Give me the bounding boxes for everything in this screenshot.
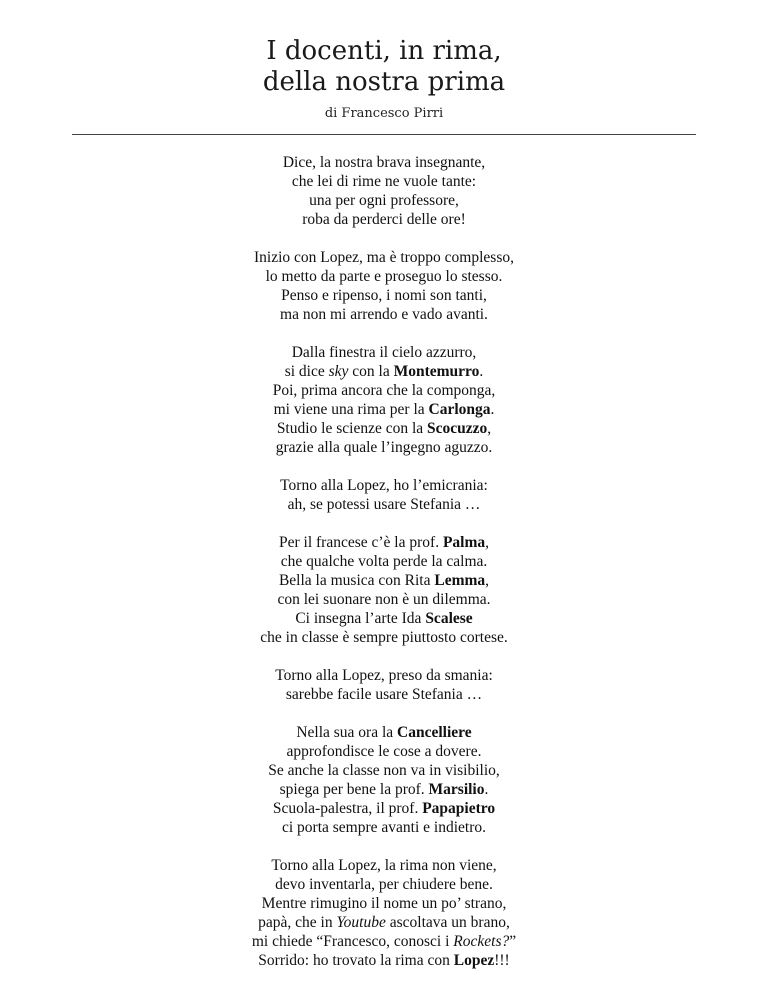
title-line: della nostra prima bbox=[262, 67, 506, 97]
teacher-name: Papapietro bbox=[422, 800, 496, 817]
poem-line: Dice, la nostra brava insegnante, bbox=[282, 154, 486, 171]
teacher-name: Carlonga bbox=[428, 401, 491, 418]
text-run: , bbox=[487, 420, 492, 437]
text-run: Nella sua ora la bbox=[296, 724, 398, 741]
stanza-7 bbox=[0, 723, 768, 837]
poem-line bbox=[0, 723, 768, 742]
poem-line bbox=[0, 932, 768, 951]
text-run: Ci insegna l’arte Ida bbox=[295, 610, 426, 627]
poem-line: ma non mi arrendo e vado avanti. bbox=[280, 306, 488, 323]
text-run: ” bbox=[509, 933, 517, 950]
poem-line: Dalla finestra il cielo azzurro, bbox=[291, 344, 477, 361]
poem-line: Penso e ripenso, i nomi son tanti, bbox=[281, 287, 487, 304]
poem-line bbox=[0, 951, 768, 970]
teacher-name: Lopez bbox=[453, 952, 495, 969]
stanza-1 bbox=[0, 153, 768, 229]
poem-line: Mentre rimugino il nome un po’ strano, bbox=[261, 895, 507, 912]
text-run: . bbox=[479, 363, 484, 380]
emphasis-text: Rockets? bbox=[453, 933, 510, 950]
poem-line: ci porta sempre avanti e indietro. bbox=[281, 819, 486, 836]
poem-line: lo metto da parte e proseguo lo stesso. bbox=[265, 268, 503, 285]
text-run: Studio le scienze con la bbox=[276, 420, 428, 437]
text-run: si dice bbox=[284, 363, 329, 380]
teacher-name: Montemurro bbox=[393, 363, 480, 380]
teacher-name: Lemma bbox=[434, 572, 486, 589]
text-run: Bella la musica con Rita bbox=[278, 572, 435, 589]
poem-line bbox=[0, 571, 768, 590]
text-run: mi viene una rima per la bbox=[273, 401, 429, 418]
poem-line bbox=[0, 780, 768, 799]
author-byline: di Francesco Pirri bbox=[324, 106, 444, 121]
poem-line: ah, se potessi usare Stefania … bbox=[287, 496, 481, 513]
poem-line: approfondisce le cose a dovere. bbox=[286, 743, 482, 760]
poem-body bbox=[0, 153, 768, 970]
poem-title bbox=[0, 0, 768, 98]
text-run: Sorrido: ho trovato la rima con bbox=[258, 952, 454, 969]
text-run: Scuola-palestra, il prof. bbox=[272, 800, 423, 817]
poem-line: una per ogni professore, bbox=[309, 192, 459, 209]
poem-line: Torno alla Lopez, ho l’emicrania: bbox=[280, 477, 488, 494]
poem-line: Inizio con Lopez, ma è troppo complesso, bbox=[254, 249, 514, 266]
text-run: papà, che in bbox=[258, 914, 337, 931]
poem-line: con lei suonare non è un dilemma. bbox=[277, 591, 491, 608]
poem-line: devo inventarla, per chiudere bene. bbox=[275, 876, 493, 893]
poem-line: Poi, prima ancora che la componga, bbox=[272, 382, 496, 399]
stanza-6 bbox=[0, 666, 768, 704]
stanza-2 bbox=[0, 248, 768, 324]
teacher-name: Marsilio bbox=[428, 781, 485, 798]
teacher-name: Scalese bbox=[425, 610, 473, 627]
text-run: spiega per bene la prof. bbox=[279, 781, 429, 798]
poem-line: che qualche volta perde la calma. bbox=[280, 553, 488, 570]
stanza-5 bbox=[0, 533, 768, 647]
stanza-3 bbox=[0, 343, 768, 457]
title-line: I docenti, in rima, bbox=[266, 36, 502, 66]
text-run: ascoltava un brano, bbox=[385, 914, 510, 931]
text-run: , bbox=[485, 534, 490, 551]
poem-line: Se anche la classe non va in visibilio, bbox=[268, 762, 500, 779]
poem-line bbox=[0, 609, 768, 628]
poem-line bbox=[0, 400, 768, 419]
teacher-name: Palma bbox=[442, 534, 486, 551]
stanza-8 bbox=[0, 856, 768, 970]
text-run: . bbox=[490, 401, 495, 418]
teacher-name: Cancelliere bbox=[397, 724, 472, 741]
poem-line bbox=[0, 419, 768, 438]
text-run: con la bbox=[348, 363, 394, 380]
poem-line bbox=[0, 533, 768, 552]
text-run: Per il francese c’è la prof. bbox=[278, 534, 443, 551]
text-run: !!! bbox=[494, 952, 510, 969]
poem-line: grazie alla quale l’ingegno aguzzo. bbox=[275, 439, 493, 456]
poem-line: che lei di rime ne vuole tante: bbox=[291, 173, 477, 190]
emphasis-text: sky bbox=[328, 363, 349, 380]
emphasis-text: Youtube bbox=[336, 914, 386, 931]
poem-line: roba da perderci delle ore! bbox=[302, 211, 466, 228]
text-run: . bbox=[484, 781, 489, 798]
poem-line bbox=[0, 362, 768, 381]
poem-line: che in classe è sempre piuttosto cortese. bbox=[260, 629, 508, 646]
teacher-name: Scocuzzo bbox=[427, 420, 488, 437]
text-run: , bbox=[485, 572, 490, 589]
header-divider bbox=[72, 134, 696, 135]
stanza-4 bbox=[0, 476, 768, 514]
poem-line: sarebbe facile usare Stefania … bbox=[285, 686, 483, 703]
poem-line: Torno alla Lopez, la rima non viene, bbox=[271, 857, 497, 874]
poem-line: Torno alla Lopez, preso da smania: bbox=[275, 667, 493, 684]
poem-line bbox=[0, 913, 768, 932]
poem-line bbox=[0, 799, 768, 818]
text-run: mi chiede “Francesco, conosci i bbox=[251, 933, 454, 950]
